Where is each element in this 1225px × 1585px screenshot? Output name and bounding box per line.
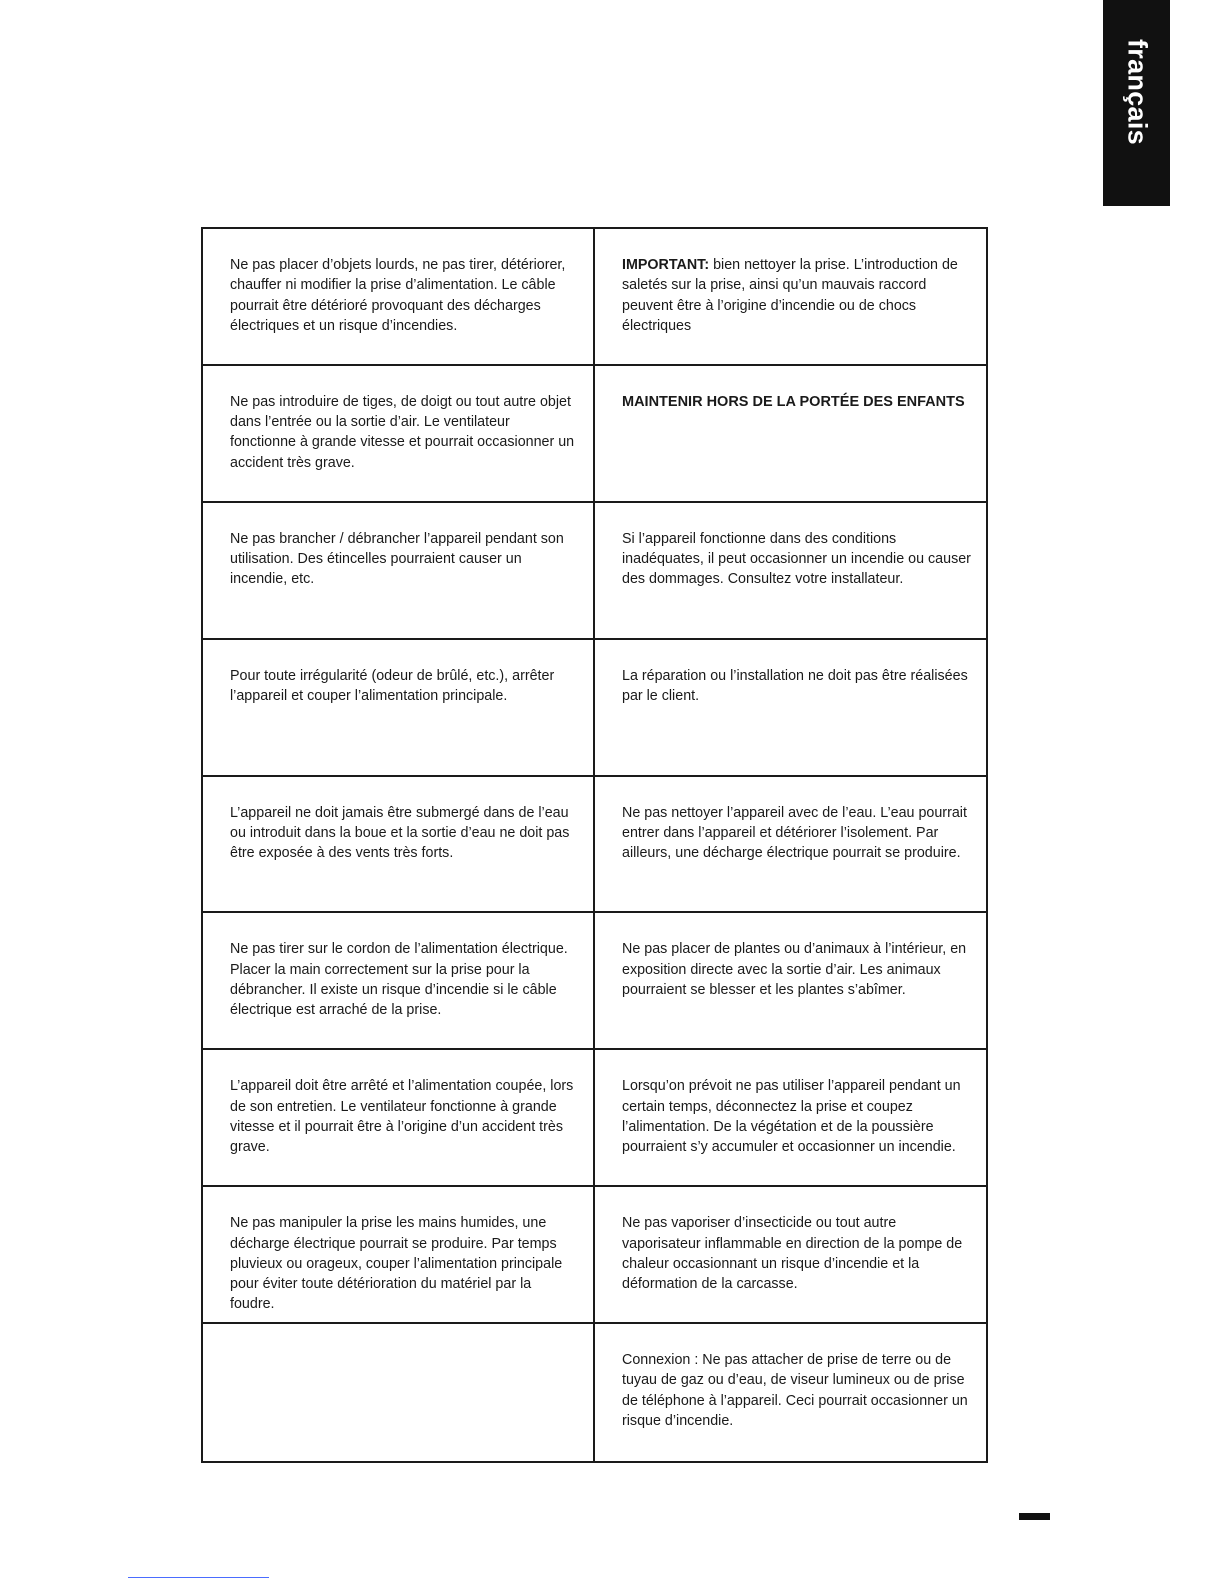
instruction-cell <box>203 1324 595 1461</box>
instruction-text: Ne pas nettoyer l’appareil avec de l’eau. L’eau pourrait entrer dans l’appareil et détériorer l’isolement. Par ailleurs, une décharge électrique pourrait se produire. <box>622 804 967 862</box>
instruction-text: Ne pas introduire de tiges, de doigt ou tout autre objet dans l’entrée ou la sortie d’air. Le ventilateur fonctionne à grande vitesse et pourrait occasionner un accident très grave. <box>230 393 575 471</box>
language-tab <box>1103 0 1170 206</box>
instruction-cell <box>595 777 986 914</box>
safety-instructions-table <box>201 227 988 1463</box>
instruction-text: L’appareil doit être arrêté et l’alimentation coupée, lors de son entretien. Le ventilateur fonctionne à grande vitesse et il pourrait être à l’origine d’un accident très grave. <box>230 1078 574 1156</box>
instruction-cell <box>203 640 595 777</box>
instruction-cell <box>203 503 595 640</box>
important-label: IMPORTANT: <box>622 257 710 273</box>
instruction-text: bien nettoyer la prise. L’introduction de saletés sur la prise, ainsi qu’un mauvais raccord peuvent être à l’origine d’incendie ou de chocs électriques <box>622 257 958 334</box>
instruction-cell <box>203 1050 595 1187</box>
page-marker <box>1019 1513 1050 1520</box>
instruction-text: Ne pas tirer sur le cordon de l’alimentation électrique. Placer la main correctement sur la prise pour la débrancher. Il existe un risque d’incendie si le câble électrique est arraché de la prise. <box>230 941 568 1019</box>
instruction-text: Ne pas manipuler la prise les mains humides, une décharge électrique pourrait se produire. Par temps pluvieux ou orageux, couper l’alimentation principale pour éviter toute détérioration du matériel par la foudre. <box>230 1215 563 1313</box>
instruction-text: Si l’appareil fonctionne dans des conditions inadéquates, il peut occasionner un incendie ou causer des dommages. Consultez votre installateur. <box>622 530 971 588</box>
instruction-cell <box>203 1187 595 1324</box>
instruction-cell <box>595 1187 986 1324</box>
instruction-text: Lorsqu’on prévoit ne pas utiliser l’appareil pendant un certain temps, déconnectez la prise et coupez l’alimentation. De la végétation et de la poussière pourraient s’y accumuler et occasionner un incendie. <box>622 1078 961 1156</box>
instruction-cell <box>595 1324 986 1461</box>
instruction-cell <box>595 503 986 640</box>
instruction-cell <box>203 229 595 366</box>
instruction-cell <box>595 366 986 503</box>
instruction-text: Ne pas placer d’objets lourds, ne pas tirer, détériorer, chauffer ni modifier la prise d’alimentation. Le câble pourrait être détérioré provoquant des décharges électriques et un risque d’incendies. <box>230 257 566 334</box>
instruction-cell <box>595 229 986 366</box>
instruction-cell <box>203 913 595 1050</box>
instruction-cell <box>203 777 595 914</box>
instruction-cell <box>595 913 986 1050</box>
footer-rule <box>128 1577 269 1578</box>
instruction-text: La réparation ou l’installation ne doit pas être réalisées par le client. <box>622 667 968 704</box>
instruction-cell <box>595 1050 986 1187</box>
instruction-text: Pour toute irrégularité (odeur de brûlé, etc.), arrêter l’appareil et couper l’alimentation principale. <box>230 667 555 704</box>
instruction-text: Ne pas brancher / débrancher l’appareil pendant son utilisation. Des étincelles pourraient causer un incendie, etc. <box>230 530 564 588</box>
instruction-text: Connexion : Ne pas attacher de prise de terre ou de tuyau de gaz ou d’eau, de viseur lumineux ou de prise de téléphone à l’appareil. Ceci pourrait occasionner un risque d’incendie. <box>622 1352 968 1429</box>
instruction-cell <box>595 640 986 777</box>
instruction-text: L’appareil ne doit jamais être submergé dans de l’eau ou introduit dans la boue et la sortie d’eau ne doit pas être exposée à des vents très forts. <box>230 804 570 862</box>
instruction-text: Ne pas placer de plantes ou d’animaux à l’intérieur, en exposition directe avec la sortie d’air. Les animaux pourraient se blesser et les plantes s’abîmer. <box>622 941 967 999</box>
language-tab-label: français <box>1122 39 1152 145</box>
instruction-cell <box>203 366 595 503</box>
warning-heading: MAINTENIR HORS DE LA PORTÉE DES ENFANTS <box>622 393 965 410</box>
instruction-text: Ne pas vaporiser d’insecticide ou tout autre vaporisateur inflammable en direction de la pompe de chaleur occasionnant un risque d’incendie et la déformation de la carcasse. <box>622 1215 963 1293</box>
